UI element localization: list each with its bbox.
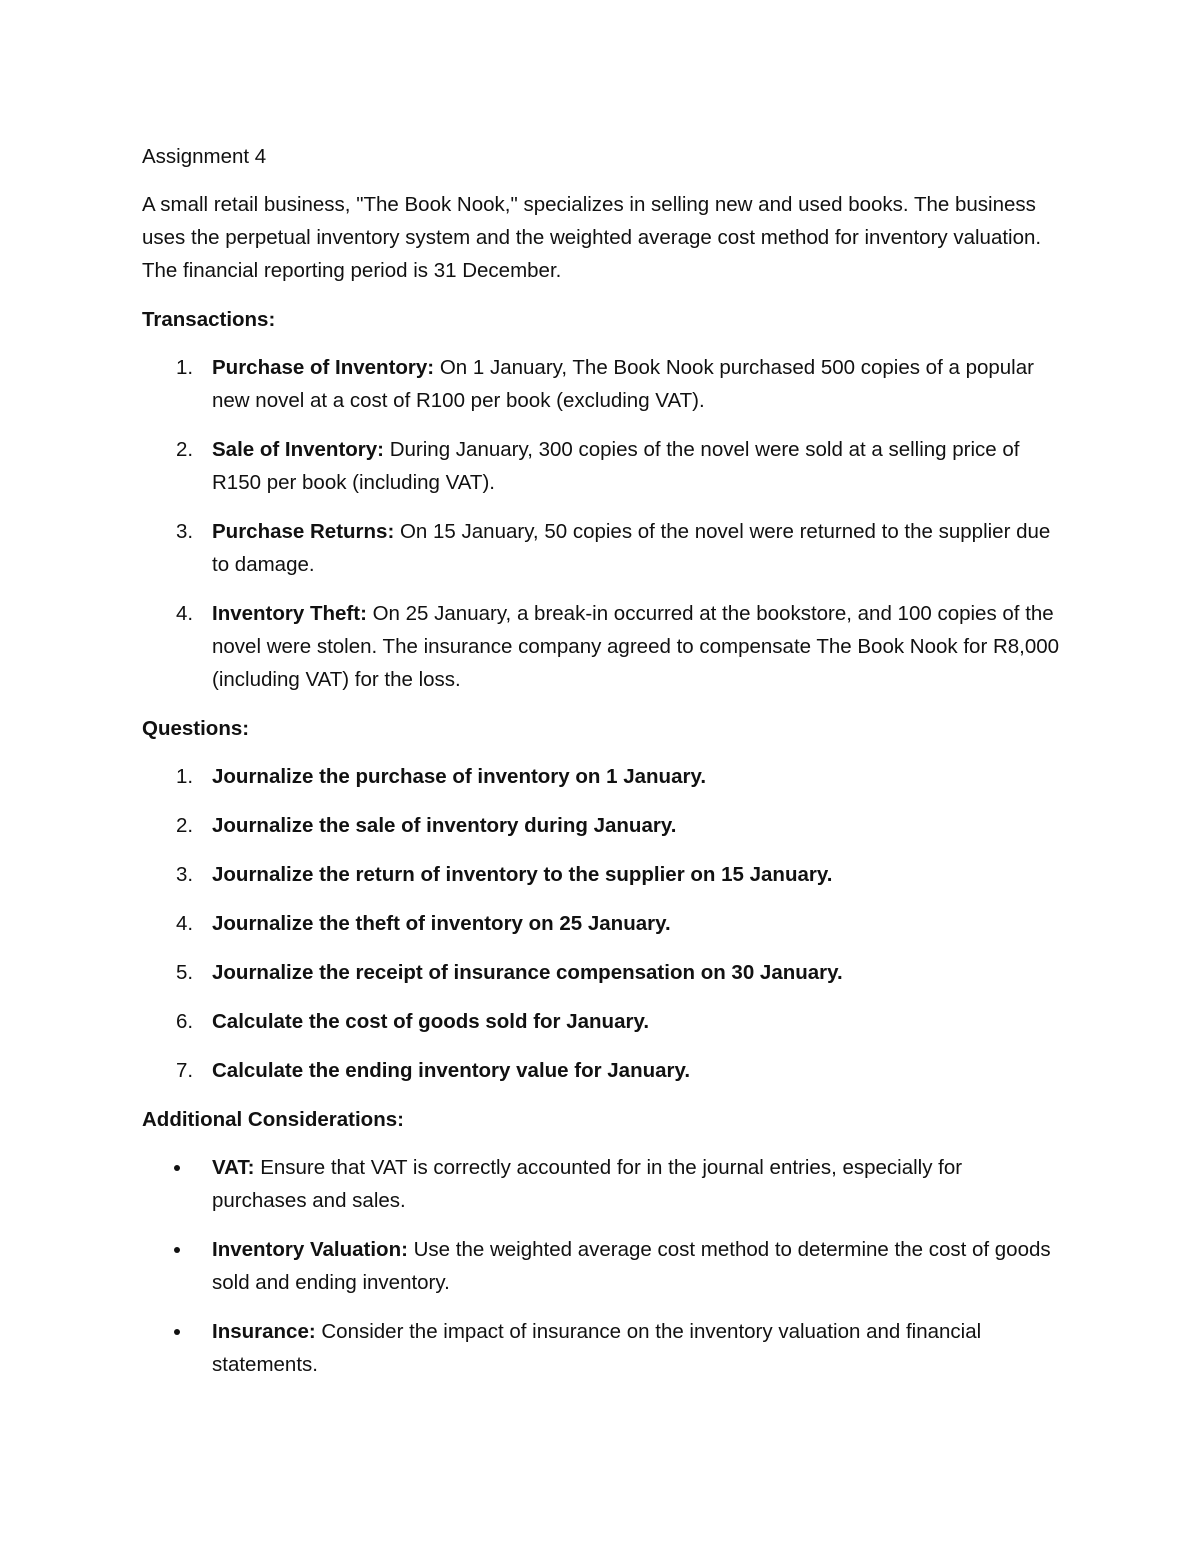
- transaction-label: Inventory Theft:: [212, 602, 367, 625]
- question-item: [142, 760, 1062, 793]
- questions-list: [142, 760, 1062, 1087]
- question-text: Journalize the return of inventory to the supplier on 15 January.: [212, 863, 833, 886]
- list-number: 4.: [176, 602, 194, 625]
- transactions-list: [142, 351, 1062, 696]
- question-item: [142, 809, 1062, 842]
- question-text: Journalize the theft of inventory on 25 January.: [212, 912, 671, 935]
- list-number: 4.: [176, 912, 194, 935]
- question-item: [142, 956, 1062, 989]
- question-text: Journalize the purchase of inventory on 1 January.: [212, 765, 707, 788]
- transaction-item: [142, 597, 1062, 696]
- question-item: [142, 858, 1062, 891]
- bullet-icon: [174, 1165, 180, 1171]
- list-number: 2.: [176, 814, 194, 837]
- considerations-list: [142, 1151, 1062, 1381]
- question-text: Journalize the sale of inventory during January.: [212, 814, 677, 837]
- list-number: 5.: [176, 961, 194, 984]
- transaction-text: During January, 300 copies of the novel were sold at a selling price of R150 per book (including VAT).: [212, 438, 1020, 494]
- transaction-text: On 15 January, 50 copies of the novel were returned to the supplier due to damage.: [212, 520, 1051, 576]
- question-item: [142, 1005, 1062, 1038]
- list-number: 6.: [176, 1010, 194, 1033]
- transaction-label: Purchase Returns:: [212, 520, 395, 543]
- bullet-icon: [174, 1329, 180, 1335]
- transaction-text: On 25 January, a break-in occurred at the bookstore, and 100 copies of the novel were stolen. The insurance company agreed to compensate The Book Nook for R8,000 (including VAT) for the loss.: [212, 602, 1060, 691]
- transaction-item: [142, 515, 1062, 581]
- consideration-text: Consider the impact of insurance on the inventory valuation and financial statements.: [212, 1320, 982, 1376]
- transaction-label: Purchase of Inventory:: [212, 356, 435, 379]
- consideration-text: Ensure that VAT is correctly accounted for in the journal entries, especially for purchases and sales.: [212, 1156, 963, 1212]
- transaction-item: [142, 433, 1062, 499]
- transaction-item: [142, 351, 1062, 417]
- intro-paragraph: A small retail business, "The Book Nook," specializes in selling new and used books. The business uses the perpetual inventory system and the weighted average cost method for inventory valuation. The financial reporting period is 31 December.: [142, 193, 1042, 282]
- transaction-label: Sale of Inventory:: [212, 438, 385, 461]
- transactions-heading: Transactions:: [142, 308, 276, 331]
- consideration-label: Insurance:: [212, 1320, 316, 1343]
- consideration-item: [142, 1233, 1062, 1299]
- considerations-heading: Additional Considerations:: [142, 1108, 404, 1131]
- bullet-icon: [174, 1247, 180, 1253]
- consideration-label: VAT:: [212, 1156, 255, 1179]
- list-number: 3.: [176, 863, 194, 886]
- page-title: Assignment 4: [142, 145, 267, 168]
- questions-heading: Questions:: [142, 717, 250, 740]
- consideration-text: Use the weighted average cost method to determine the cost of goods sold and ending inventory.: [212, 1238, 1051, 1294]
- list-number: 7.: [176, 1059, 194, 1082]
- document-page: [142, 140, 1062, 1397]
- question-text: Journalize the receipt of insurance compensation on 30 January.: [212, 961, 843, 984]
- question-text: Calculate the cost of goods sold for January.: [212, 1010, 650, 1033]
- consideration-item: [142, 1315, 1062, 1381]
- list-number: 1.: [176, 356, 194, 379]
- list-number: 3.: [176, 520, 194, 543]
- list-number: 2.: [176, 438, 194, 461]
- list-number: 1.: [176, 765, 194, 788]
- consideration-item: [142, 1151, 1062, 1217]
- transaction-text: On 1 January, The Book Nook purchased 500 copies of a popular new novel at a cost of R100 per book (excluding VAT).: [212, 356, 1034, 412]
- consideration-label: Inventory Valuation:: [212, 1238, 408, 1261]
- question-text: Calculate the ending inventory value for January.: [212, 1059, 691, 1082]
- question-item: [142, 907, 1062, 940]
- question-item: [142, 1054, 1062, 1087]
